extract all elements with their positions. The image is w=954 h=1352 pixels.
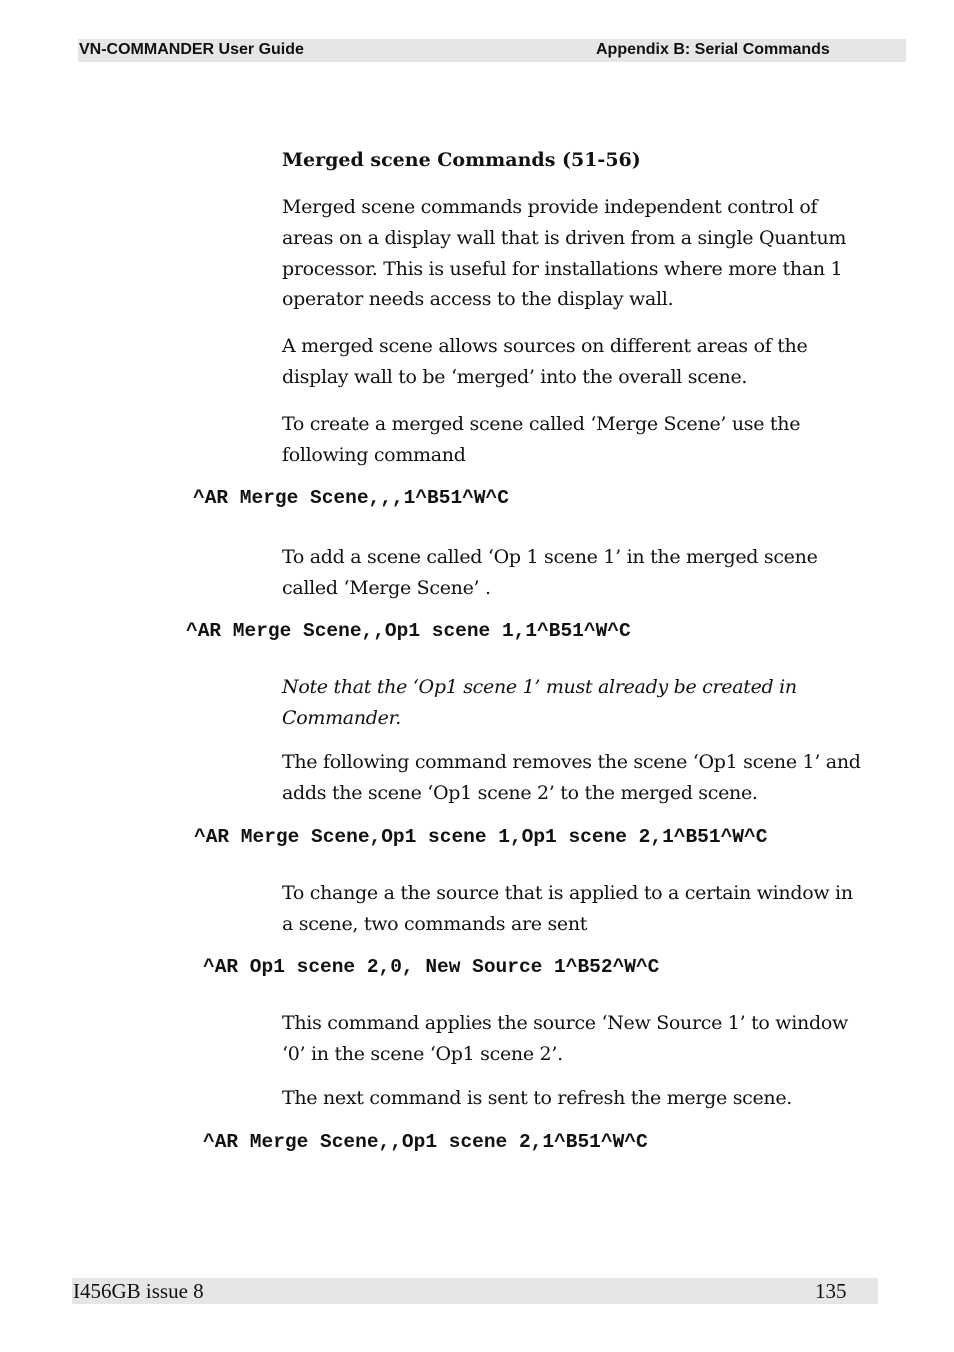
command-refresh-merge-scene: ^AR Merge Scene,,Op1 scene 2,1^B51^W^C <box>203 1131 648 1153</box>
footer-document-issue: I456GB issue 8 <box>73 1279 204 1303</box>
paragraph-refresh-instruction: The next command is sent to refresh the merge scene. <box>282 1087 793 1109</box>
note-prerequisite: Note that the ‘Op1 scene 1’ must already be created in Commander. <box>282 676 797 729</box>
command-replace-scene: ^AR Merge Scene,Op1 scene 1,Op1 scene 2,1^B51^W^C <box>194 826 768 848</box>
paragraph-create-instruction: To create a merged scene called ‘Merge Scene’ use the following command <box>282 413 801 466</box>
paragraph-merged-scene-description: A merged scene allows sources on different areas of the display wall to be ‘merged’ into the overall scene. <box>282 335 808 388</box>
paragraph-apply-source-explanation: This command applies the source ‘New Source 1’ to window ‘0’ in the scene ‘Op1 scene 2’. <box>282 1012 848 1065</box>
footer-page-number: 135 <box>815 1279 847 1303</box>
paragraph-add-scene-instruction: To add a scene called ‘Op 1 scene 1’ in the merged scene called ‘Merge Scene’ . <box>282 546 818 599</box>
paragraph-replace-scene-instruction: The following command removes the scene ‘Op1 scene 1’ and adds the scene ‘Op1 scene 2’ to the merged scene. <box>282 751 861 804</box>
paragraph-change-source-instruction: To change a the source that is applied to a certain window in a scene, two commands are sent <box>282 882 853 935</box>
paragraph-intro: Merged scene commands provide independent control of areas on a display wall that is driven from a single Quantum processor. This is useful for installations where more than 1 operator needs access to the display wall. <box>282 196 847 311</box>
command-create-merged-scene: ^AR Merge Scene,,,1^B51^W^C <box>193 487 509 509</box>
header-section-title: Appendix B: Serial Commands <box>596 41 830 58</box>
command-add-scene: ^AR Merge Scene,,Op1 scene 1,1^B51^W^C <box>186 620 631 642</box>
header-document-title: VN-COMMANDER User Guide <box>79 41 304 58</box>
section-heading: Merged scene Commands (51-56) <box>282 149 641 171</box>
command-apply-source: ^AR Op1 scene 2,0, New Source 1^B52^W^C <box>203 956 660 978</box>
